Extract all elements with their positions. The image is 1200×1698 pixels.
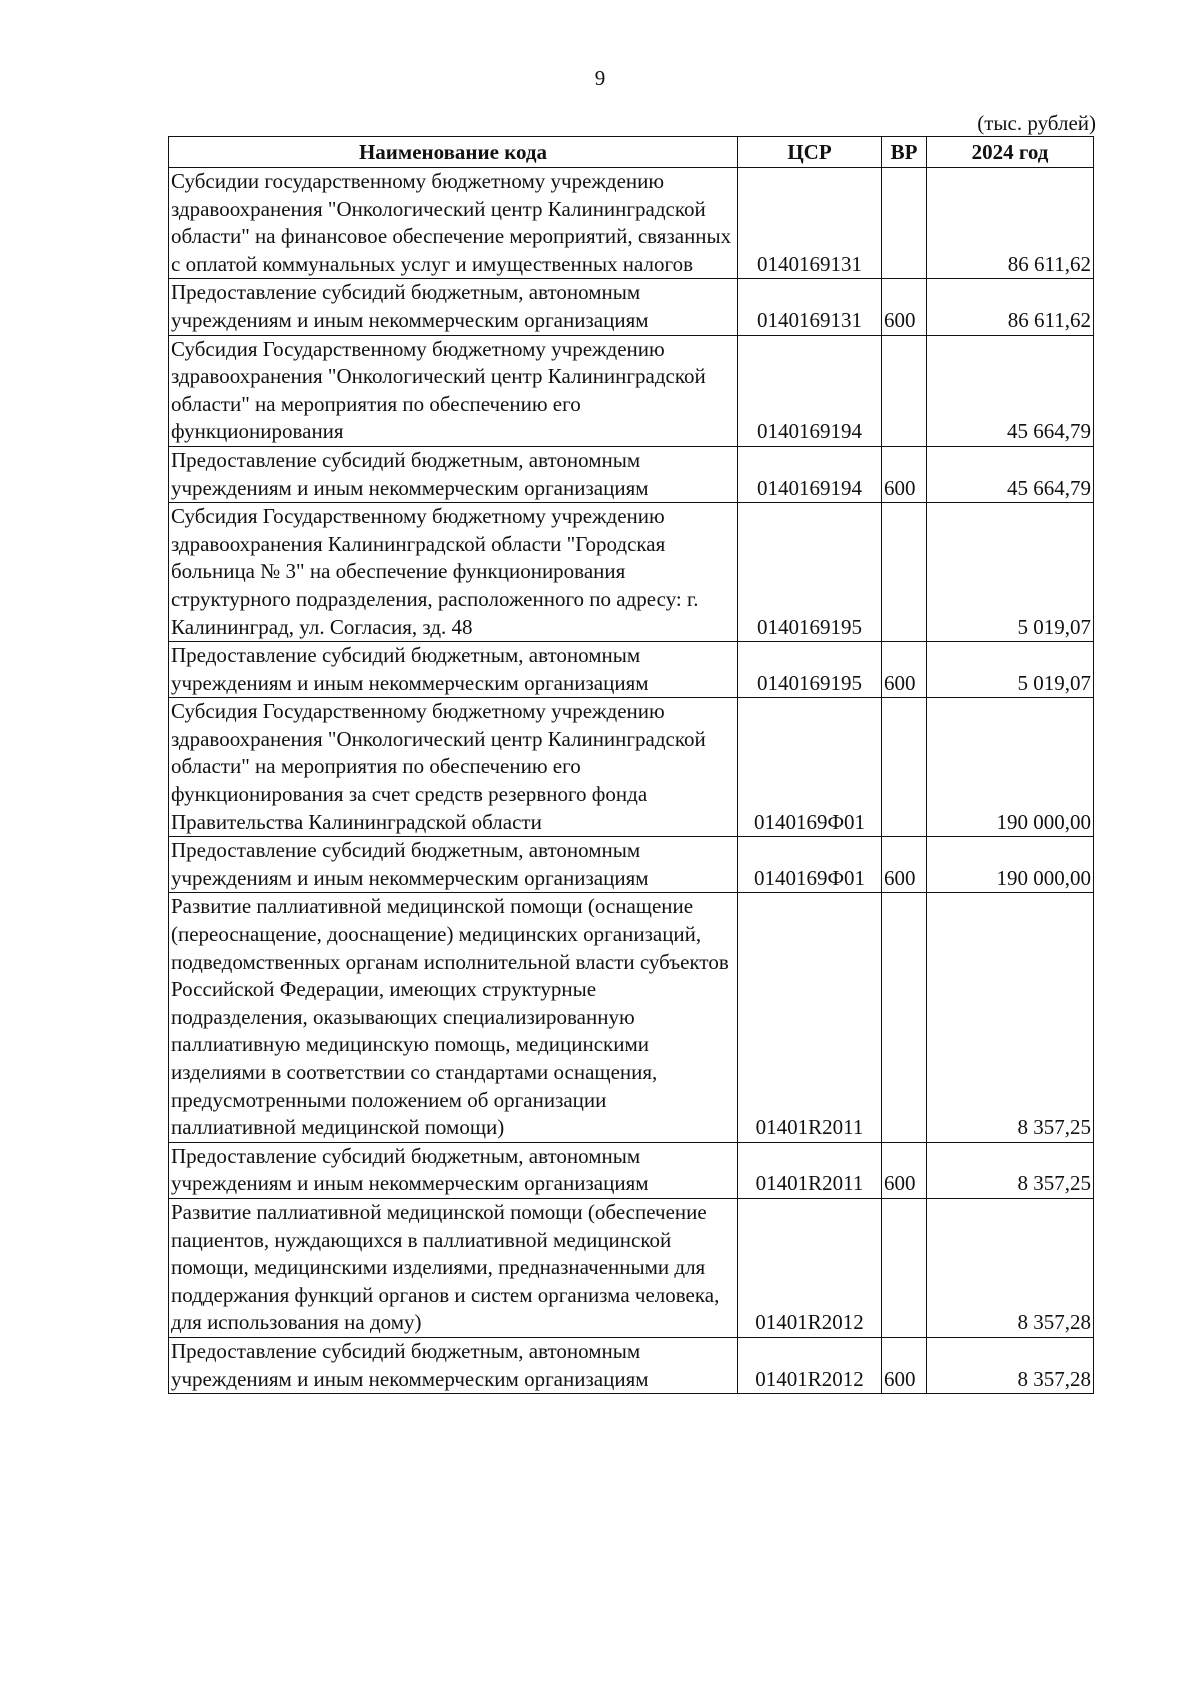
row-vr: [882, 893, 927, 1142]
row-sum: 5 019,07: [927, 503, 1094, 642]
row-vr: 600: [882, 837, 927, 893]
row-name: Развитие паллиативной медицинской помощи (оснащение (переоснащение, дооснащение) медицинских организаций, подведомственных органам исполнительной власти субъектов Российской Федерации, имеющих структурные подразделения, оказывающих специализированную паллиативную медицинскую помощь, медицинскими изделиями в соответствии со стандартами оснащения, предусмотренными положением об организации паллиативной медицинской помощи): [169, 893, 738, 1142]
row-csr: 0140169131: [738, 279, 882, 335]
row-sum: 86 611,62: [927, 279, 1094, 335]
table-row: [169, 1142, 1094, 1198]
table-row: [169, 503, 1094, 642]
header-year: 2024 год: [927, 137, 1094, 168]
row-name: Предоставление субсидий бюджетным, автономным учреждениям и иным некоммерческим организациям: [169, 279, 738, 335]
row-vr: [882, 335, 927, 446]
row-sum: 190 000,00: [927, 837, 1094, 893]
table-row: [169, 279, 1094, 335]
row-sum: 8 357,28: [927, 1337, 1094, 1393]
row-name: Предоставление субсидий бюджетным, автономным учреждениям и иным некоммерческим организациям: [169, 1337, 738, 1393]
row-csr: 01401R2012: [738, 1337, 882, 1393]
row-csr: 0140169Ф01: [738, 837, 882, 893]
row-sum: 45 664,79: [927, 446, 1094, 502]
row-csr: 0140169Ф01: [738, 698, 882, 837]
header-csr: ЦСР: [738, 137, 882, 168]
table-row: [169, 893, 1094, 1142]
row-name: Субсидия Государственному бюджетному учреждению здравоохранения "Онкологический центр Калининградской области" на мероприятия по обеспечению его функционирования: [169, 335, 738, 446]
table-row: [169, 446, 1094, 502]
units-note: (тыс. рублей): [977, 111, 1096, 135]
row-sum: 8 357,25: [927, 893, 1094, 1142]
row-csr: 01401R2012: [738, 1198, 882, 1337]
table-row: [169, 642, 1094, 698]
table-row: [169, 698, 1094, 837]
row-vr: [882, 1198, 927, 1337]
row-sum: 190 000,00: [927, 698, 1094, 837]
table-row: [169, 168, 1094, 279]
row-sum: 45 664,79: [927, 335, 1094, 446]
row-csr: 0140169131: [738, 168, 882, 279]
row-csr: 0140169194: [738, 335, 882, 446]
row-csr: 01401R2011: [738, 893, 882, 1142]
row-vr: [882, 503, 927, 642]
row-name: Развитие паллиативной медицинской помощи (обеспечение пациентов, нуждающихся в паллиативной медицинской помощи, медицинскими изделиями, предназначенными для поддержания функций органов и систем организма человека, для использования на дому): [169, 1198, 738, 1337]
row-name: Предоставление субсидий бюджетным, автономным учреждениям и иным некоммерческим организациям: [169, 837, 738, 893]
row-vr: 600: [882, 1337, 927, 1393]
row-vr: [882, 168, 927, 279]
table-row: [169, 837, 1094, 893]
row-name: Субсидия Государственному бюджетному учреждению здравоохранения "Онкологический центр Калининградской области" на мероприятия по обеспечению его функционирования за счет средств резервного фонда Правительства Калининградской области: [169, 698, 738, 837]
row-name: Предоставление субсидий бюджетным, автономным учреждениям и иным некоммерческим организациям: [169, 1142, 738, 1198]
row-name: Предоставление субсидий бюджетным, автономным учреждениям и иным некоммерческим организациям: [169, 446, 738, 502]
row-sum: 8 357,28: [927, 1198, 1094, 1337]
row-sum: 86 611,62: [927, 168, 1094, 279]
table-row: [169, 1198, 1094, 1337]
table-row: [169, 335, 1094, 446]
row-name: Субсидия Государственному бюджетному учреждению здравоохранения Калининградской области "Городская больница № 3" на обеспечение функционирования структурного подразделения, расположенного по адресу: г. Калининград, ул. Согласия, зд. 48: [169, 503, 738, 642]
row-csr: 0140169195: [738, 642, 882, 698]
row-vr: 600: [882, 1142, 927, 1198]
row-name: Предоставление субсидий бюджетным, автономным учреждениям и иным некоммерческим организациям: [169, 642, 738, 698]
row-csr: 0140169195: [738, 503, 882, 642]
row-sum: 5 019,07: [927, 642, 1094, 698]
page-number: 9: [594, 66, 606, 90]
row-name: Субсидии государственному бюджетному учреждению здравоохранения "Онкологический центр Калининградской области" на финансовое обеспечение мероприятий, связанных с оплатой коммунальных услуг и имущественных налогов: [169, 168, 738, 279]
table-row: [169, 1337, 1094, 1393]
row-vr: 600: [882, 279, 927, 335]
row-sum: 8 357,25: [927, 1142, 1094, 1198]
row-vr: 600: [882, 642, 927, 698]
budget-table: [168, 136, 1094, 1394]
row-vr: [882, 698, 927, 837]
row-csr: 0140169194: [738, 446, 882, 502]
row-vr: 600: [882, 446, 927, 502]
header-name: Наименование кода: [169, 137, 738, 168]
row-csr: 01401R2011: [738, 1142, 882, 1198]
header-vr: ВР: [882, 137, 927, 168]
table-header-row: [169, 137, 1094, 168]
